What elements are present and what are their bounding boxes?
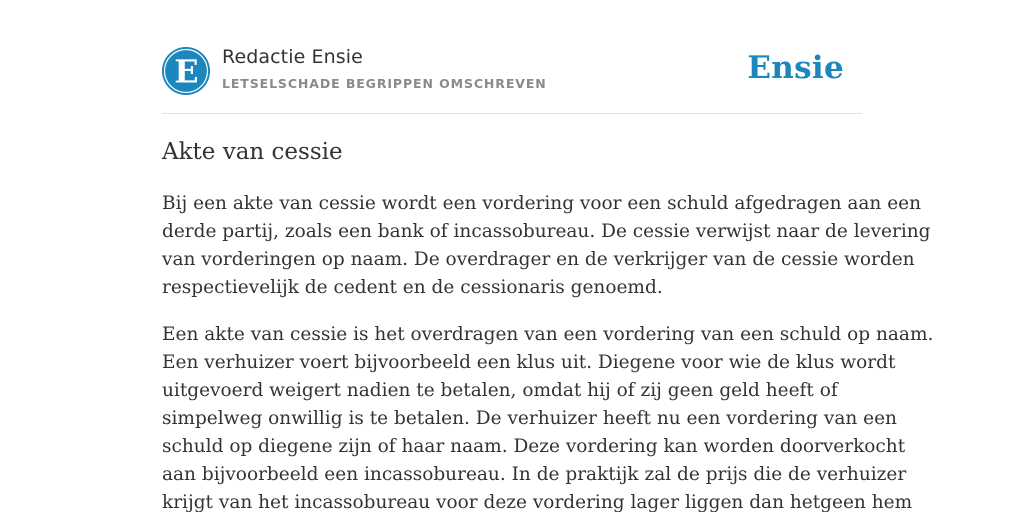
text-line: respectievelijk de cedent en de cessionaris genoemd. xyxy=(162,277,663,298)
text-line: van vorderingen op naam. De overdrager en de verkrijger van de cessie worden xyxy=(162,249,915,270)
text-line: simpelweg onwillig is te betalen. De verhuizer heeft nu een vordering van een xyxy=(162,408,897,429)
avatar-letter: E xyxy=(174,52,199,91)
brand-logo[interactable]: Ensie xyxy=(747,50,844,86)
text-line: aan bijvoorbeeld een incassobureau. In de praktijk zal de prijs die de verhuizer xyxy=(162,464,907,485)
text-line: Een verhuizer voert bijvoorbeeld een klus uit. Diegene voor wie de klus wordt xyxy=(162,352,896,373)
text-line: schuld op diegene zijn of haar naam. Deze vordering kan worden doorverkocht xyxy=(162,436,906,457)
text-line: derde partij, zoals een bank of incassobureau. De cessie verwijst naar de levering xyxy=(162,221,931,242)
ensie-logo-icon xyxy=(162,47,210,95)
article-body xyxy=(162,190,934,512)
paragraph-1 xyxy=(162,190,931,302)
paragraph-2 xyxy=(162,321,934,512)
text-line: Een akte van cessie is het overdragen van een vordering van een schuld op naam. xyxy=(162,324,934,345)
text-line: uitgevoerd weigert nadien te betalen, omdat hij of zij geen geld heeft of xyxy=(162,380,838,401)
author-name[interactable]: Redactie Ensie xyxy=(222,46,363,68)
author-avatar[interactable] xyxy=(162,47,210,95)
category-subtitle[interactable]: LETSELSCHADE BEGRIPPEN OMSCHREVEN xyxy=(222,76,547,91)
header-divider xyxy=(162,113,862,114)
article-header xyxy=(162,46,862,96)
text-line: Bij een akte van cessie wordt een vordering voor een schuld afgedragen aan een xyxy=(162,193,922,214)
article-title: Akte van cessie xyxy=(162,139,343,165)
text-line: krijgt van het incassobureau voor deze vordering lager liggen dan hetgeen hem xyxy=(162,492,913,512)
